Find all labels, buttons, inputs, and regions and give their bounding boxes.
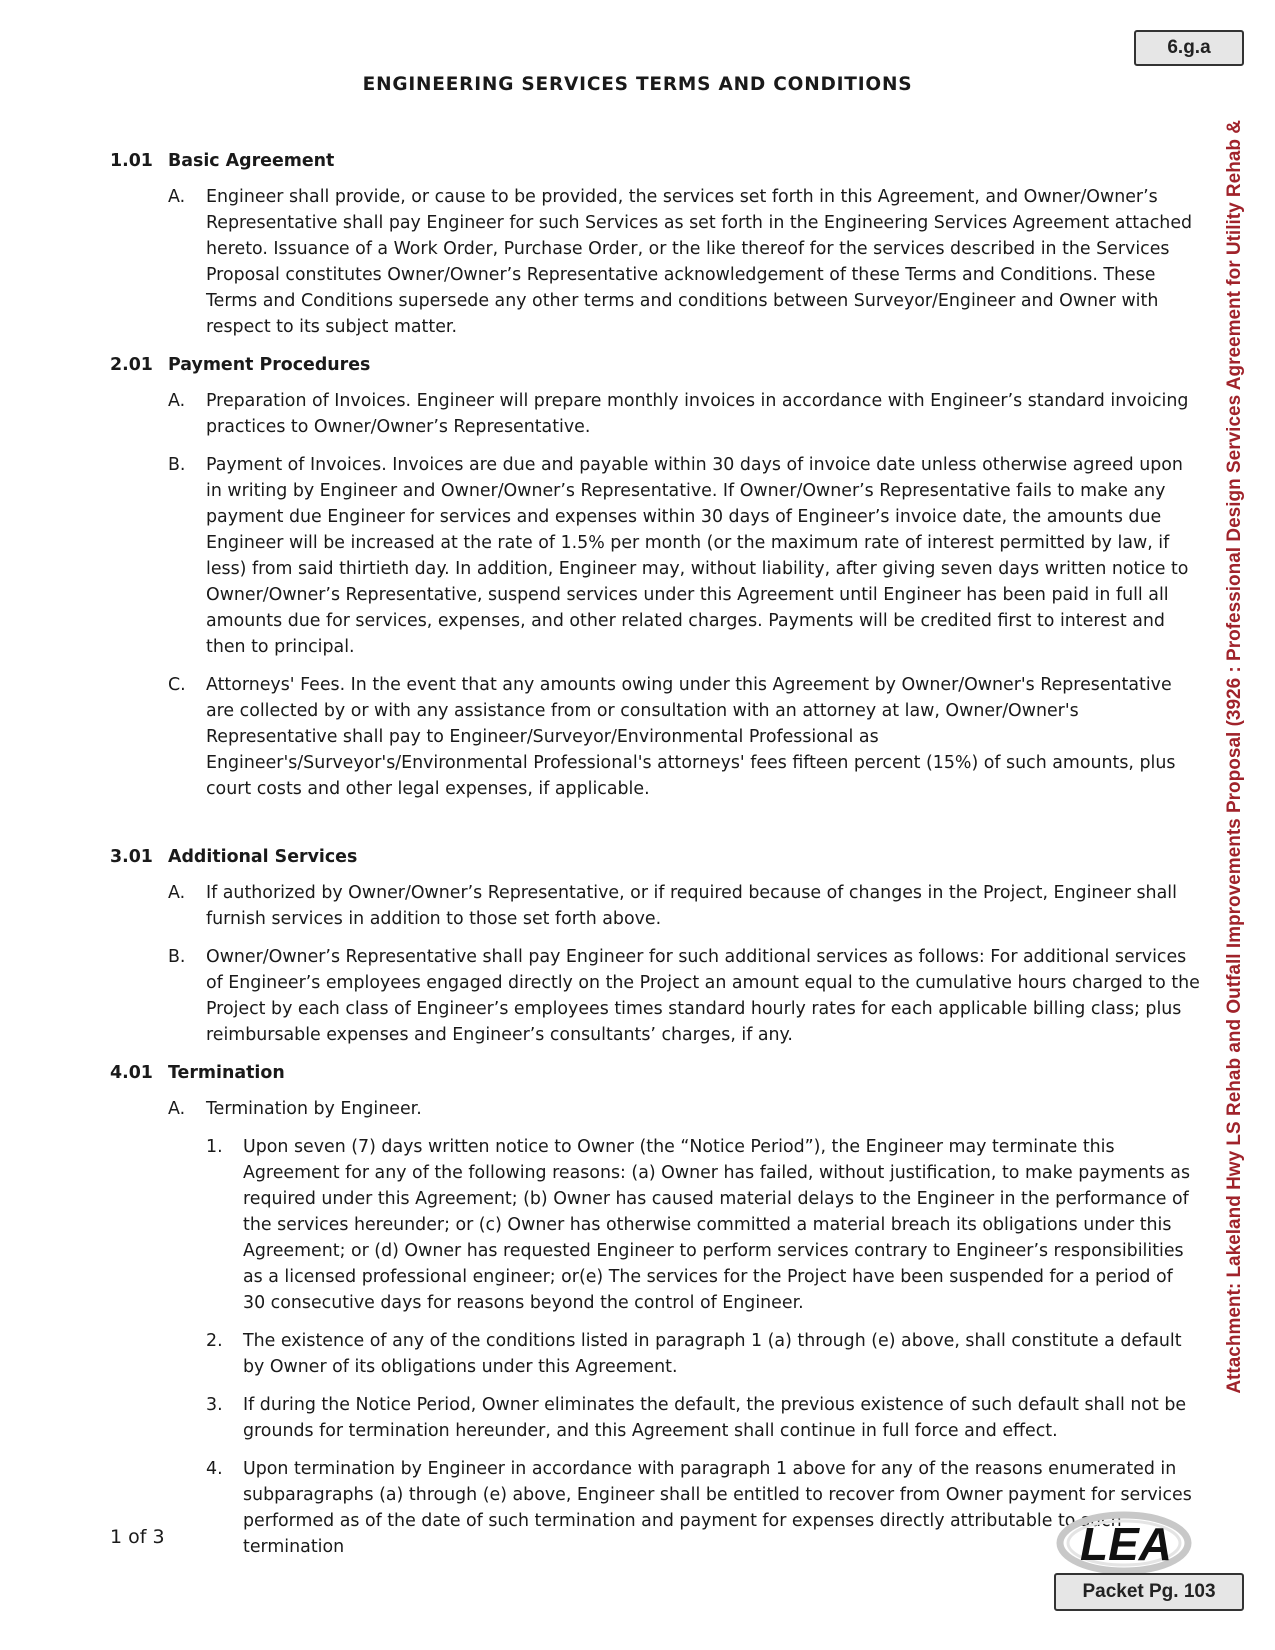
clause-letter: A.: [168, 883, 186, 903]
clause: [168, 1096, 1200, 1122]
clause-text: Preparation of Invoices. Engineer will prepare monthly invoices in accordance with Engineer’s standard invoicing practices to Owner/Owner’s Representative.: [206, 391, 1189, 437]
section-title: Payment Procedures: [168, 355, 371, 375]
section-heading: [110, 1060, 1200, 1086]
clause: [168, 184, 1200, 340]
lea-logo: [1054, 1505, 1194, 1575]
subclause-text: The existence of any of the conditions listed in paragraph 1 (a) through (e) above, shall constitute a default by Owner of its obligations under this Agreement.: [243, 1331, 1182, 1377]
subclause-number: 3.: [206, 1395, 223, 1415]
section-number: 4.01: [110, 1063, 153, 1083]
section-number: 3.01: [110, 847, 153, 867]
clause-text: Termination by Engineer.: [206, 1099, 422, 1119]
section-heading: [110, 844, 1200, 870]
clause-letter: B.: [168, 947, 186, 967]
section-title: Termination: [168, 1063, 285, 1083]
clause-text: Owner/Owner’s Representative shall pay Engineer for such additional services as follows: For additional services of Engineer’s employees engaged directly on the Project an amount equal to the cumulative hours charged to the Project by each class of Engineer’s employees times standard hourly rates for each applicable billing class; plus reimbursable expenses and Engineer’s consultants’ charges, if any.: [206, 947, 1200, 1045]
page-number: 1 of 3: [110, 1526, 165, 1548]
section-heading: [110, 148, 1200, 174]
section-heading: [110, 352, 1200, 378]
section-number: 1.01: [110, 151, 153, 171]
clause-text: Attorneys' Fees. In the event that any amounts owing under this Agreement by Owner/Owner's Representative are collected by or with any assistance from or consultation with an attorney at law, Owner/Owner's Representative shall pay to Engineer/Surveyor/Environmental Professional as Engineer's/Surveyor's/Environmental Professional's attorneys' fees fifteen percent (15%) of such amounts, plus court costs and other legal expenses, if applicable.: [206, 675, 1176, 799]
clause: [168, 944, 1200, 1048]
subclause: [206, 1134, 1200, 1316]
section-title: Additional Services: [168, 847, 358, 867]
clause-letter: C.: [168, 675, 186, 695]
subclause-text: Upon termination by Engineer in accordance with paragraph 1 above for any of the reasons enumerated in subparagraphs (a) through (e) above, Engineer shall be entitled to recover from Owner payment for services performed as of the date of such termination and payment for expenses directly attributable to such termination: [243, 1459, 1192, 1557]
subclause: [206, 1456, 1200, 1560]
document-title: ENGINEERING SERVICES TERMS AND CONDITIONS: [362, 74, 913, 95]
section-title: Basic Agreement: [168, 151, 335, 171]
subclause-number: 2.: [206, 1331, 223, 1351]
clause-letter: A.: [168, 187, 186, 207]
clause: [168, 452, 1200, 660]
attachment-banner: Attachment: Lakeland Hwy LS Rehab and Outfall Improvements Proposal (3926 : Professional Design Services Agreement for Utility Rehab &: [1224, 120, 1245, 1394]
document-body: [110, 148, 1200, 1572]
packet-page-box: Packet Pg. 103: [1054, 1573, 1244, 1611]
subclause-number: 4.: [206, 1459, 223, 1479]
clause-letter: A.: [168, 391, 186, 411]
logo-lettering: LEA: [1080, 1518, 1172, 1570]
clause-text: If authorized by Owner/Owner’s Representative, or if required because of changes in the Project, Engineer shall furnish services in addition to those set forth above.: [206, 883, 1177, 929]
clause-text: Payment of Invoices. Invoices are due and payable within 30 days of invoice date unless otherwise agreed upon in writing by Engineer and Owner/Owner’s Representative. If Owner/Owner’s Representative fails to make any payment due Engineer for services and expenses within 30 days of Engineer’s invoice date, the amounts due Engineer will be increased at the rate of 1.5% per month (or the maximum rate of interest permitted by law, if less) from said thirtieth day. In addition, Engineer may, without liability, after giving seven days written notice to Owner/Owner’s Representative, suspend services under this Agreement until Engineer has been paid in full all amounts due for services, expenses, and other related charges. Payments will be credited first to interest and then to principal.: [206, 455, 1189, 657]
clause: [168, 880, 1200, 932]
section-number: 2.01: [110, 355, 153, 375]
subclause: [206, 1328, 1200, 1380]
clause-letter: B.: [168, 455, 186, 475]
spacer: [110, 814, 1200, 844]
subclause: [206, 1392, 1200, 1444]
agenda-tag: 6.g.a: [1134, 30, 1244, 66]
clause-text: Engineer shall provide, or cause to be provided, the services set forth in this Agreement, and Owner/Owner’s Representative shall pay Engineer for such Services as set forth in the Engineering Services Agreement attached hereto. Issuance of a Work Order, Purchase Order, or the like thereof for the services described in the Services Proposal constitutes Owner/Owner’s Representative acknowledgement of these Terms and Conditions. These Terms and Conditions supersede any other terms and conditions between Surveyor/Engineer and Owner with respect to its subject matter.: [206, 187, 1193, 337]
clause: [168, 388, 1200, 440]
subclause-text: If during the Notice Period, Owner eliminates the default, the previous existence of such default shall not be grounds for termination hereunder, and this Agreement shall continue in full force and effect.: [243, 1395, 1187, 1441]
clause: [168, 672, 1200, 802]
clause-letter: A.: [168, 1099, 186, 1119]
subclause-number: 1.: [206, 1137, 223, 1157]
subclause-text: Upon seven (7) days written notice to Owner (the “Notice Period”), the Engineer may terminate this Agreement for any of the following reasons: (a) Owner has failed, without justification, to make payments as required under this Agreement; (b) Owner has caused material delays to the Engineer in the performance of the services hereunder; or (c) Owner has otherwise committed a material breach its obligations under this Agreement; or (d) Owner has requested Engineer to perform services contrary to Engineer’s responsibilities as a licensed professional engineer; or(e) The services for the Project have been suspended for a period of 30 consecutive days for reasons beyond the control of Engineer.: [243, 1137, 1191, 1313]
